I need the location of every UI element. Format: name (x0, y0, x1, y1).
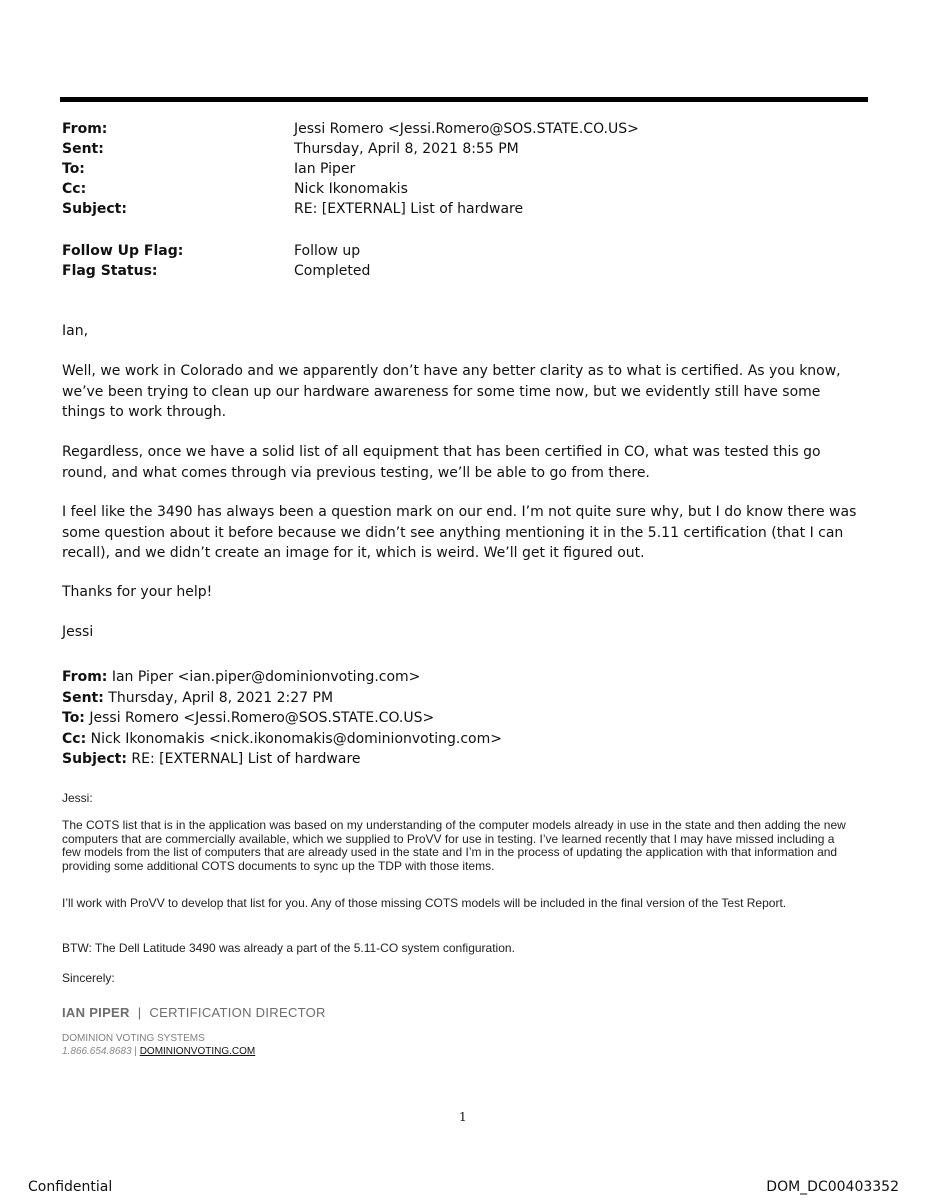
original-paragraph-2: I’ll work with ProVV to develop that list for you. Any of those missing COTS models will be included in the final version of the Test Report. (62, 896, 787, 910)
follow-up-flag-value: Follow up (294, 243, 361, 259)
from-label: From: (62, 121, 108, 137)
sent-value: Thursday, April 8, 2021 8:55 PM (294, 141, 519, 157)
fw-subject-label: Subject: (62, 751, 127, 767)
signature-title: CERTIFICATION DIRECTOR (149, 1005, 326, 1020)
subject-label: Subject: (62, 201, 127, 217)
original-closing: Sincerely: (62, 971, 115, 985)
subject-value: RE: [EXTERNAL] List of hardware (294, 201, 524, 217)
signature-name: IAN PIPER (62, 1005, 130, 1020)
from-value: Jessi Romero <Jessi.Romero@SOS.STATE.CO.US> (294, 121, 639, 137)
website-link[interactable]: DOMINIONVOTING.COM (139, 1046, 256, 1057)
footer-bates-number: DOM_DC00403352 (766, 1179, 899, 1195)
flag-status-value: Completed (294, 263, 371, 279)
fw-to-label: To: (62, 710, 85, 726)
page-number: 1 (459, 1110, 467, 1124)
cc-label: Cc: (62, 181, 87, 197)
forwarded-header (62, 667, 502, 770)
footer-confidential: Confidential (28, 1179, 113, 1195)
cc-value: Nick Ikonomakis (294, 181, 408, 197)
header-rule (60, 97, 868, 102)
sent-label: Sent: (62, 141, 104, 157)
signature-contact (62, 1046, 255, 1057)
reply-signature: Jessi (62, 624, 94, 640)
fw-subject-value: RE: [EXTERNAL] List of hardware (131, 751, 361, 767)
to-value: Ian Piper (294, 161, 356, 177)
original-greeting: Jessi: (62, 791, 93, 805)
original-paragraph-3: BTW: The Dell Latitude 3490 was already a part of the 5.11-CO system configuration. (62, 941, 515, 955)
signature-name-title (62, 1005, 326, 1020)
reply-paragraph-2: Regardless, once we have a solid list of all equipment that has been certified in CO, what was tested this go round, and what comes through via previous testing, we’ll be able to go from there. (62, 444, 821, 481)
follow-up-flag-label: Follow Up Flag: (62, 243, 184, 259)
reply-greeting: Ian, (62, 323, 89, 339)
fw-sent-value: Thursday, April 8, 2021 2:27 PM (108, 689, 334, 706)
fw-cc-label: Cc: (62, 730, 87, 747)
fw-from-value: Ian Piper <ian.piper@dominionvoting.com> (111, 669, 421, 685)
to-label: To: (62, 161, 85, 177)
contact-separator: | (134, 1046, 137, 1057)
flag-status-label: Flag Status: (62, 263, 158, 279)
original-paragraph-1: The COTS list that is in the application was based on my understanding of the computer models already in use in the state and then adding the new computers that are commercially available, which we supplied to ProVV for use in testing. I’ve learned recently that I may have missed including a few models from the list of computers that are already used in the state and I’m in the process of updating the application with that information and providing some additional COTS documents to sync up the TDP with those items. (62, 818, 846, 873)
reply-paragraph-1: Well, we work in Colorado and we apparently don’t have any better clarity as to what is certified. As you know, we’ve been trying to clean up our hardware awareness for some time now, but we evidently still have some things to work through. (62, 363, 841, 420)
fw-cc-value: Nick Ikonomakis <nick.ikonomakis@dominionvoting.com> (90, 730, 502, 747)
fw-to-value: Jessi Romero <Jessi.Romero@SOS.STATE.CO.US> (89, 710, 435, 726)
reply-closing: Thanks for your help! (62, 584, 213, 600)
signature-company: DOMINION VOTING SYSTEMS (62, 1033, 205, 1044)
signature-phone: 1.866.654.8683 (62, 1046, 132, 1057)
fw-from-label: From: (62, 669, 108, 685)
signature-separator: | (137, 1005, 142, 1020)
fw-sent-label: Sent: (62, 689, 104, 706)
reply-paragraph-3: I feel like the 3490 has always been a question mark on our end. I’m not quite sure why, but I do know there was some question about it before because we didn’t see anything mentioning it in the 5.11 certification (that I can recall), and we didn’t create an image for it, which is weird. We’ll get it figured out. (62, 504, 857, 561)
